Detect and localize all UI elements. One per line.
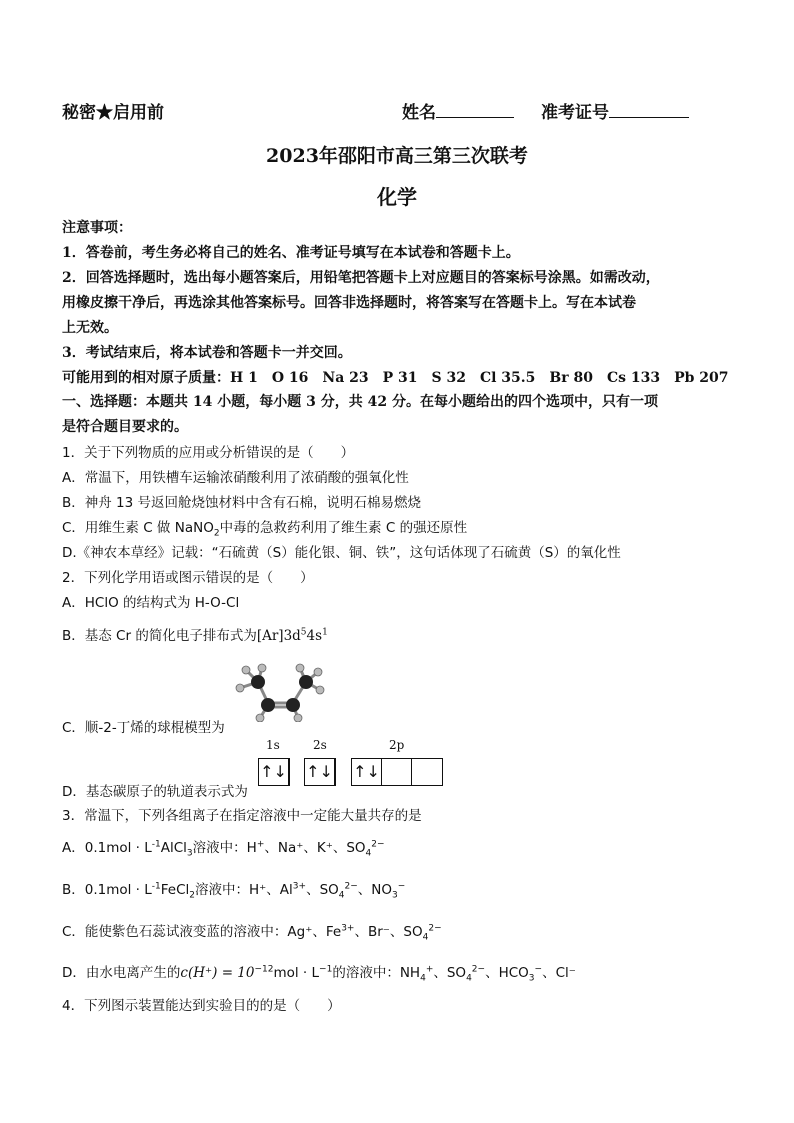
note-item-2-line-2: 用橡皮擦干净后，再选涂其他答案标号。回答非选择题时，将答案写在答题卡上。写在本试卷	[62, 295, 636, 311]
q1-c-text-2: 中毒的急救药利用了维生素 C 的强还原性	[219, 520, 468, 536]
orbital-label-2s: 2s	[313, 738, 327, 752]
q3-b-no3-sup: −	[397, 881, 406, 892]
q3-c-fe-sup: 3+	[341, 923, 355, 934]
q1-c-text-1: C．用维生素 C 做 NaNO	[62, 520, 214, 536]
q3-d-so4-sub: 4	[466, 973, 472, 984]
q2-b-config	[257, 628, 328, 644]
q3-d-end: 、HCO	[485, 965, 529, 981]
q3-d-exp: −12	[254, 964, 274, 975]
q3-b-al-sup: 3+	[292, 881, 307, 892]
q2-b-config-1: [Ar]3d	[256, 628, 301, 644]
q2-option-a: A．HClO 的结构式为 H-O-Cl	[62, 595, 240, 611]
q1-stem: 1．关于下列物质的应用或分析错误的是（ ）	[62, 445, 355, 461]
q3-c-so4-sup: 2−	[428, 923, 442, 934]
q3-b-so4-sup: 2−	[344, 881, 358, 892]
orbital-label-1s: 1s	[266, 738, 280, 752]
q3-d-ions: 、SO	[433, 965, 467, 981]
q2-b-sup-1: 5	[300, 627, 307, 638]
q2-option-c: C．顺-2-丁烯的球棍模型为	[62, 720, 225, 736]
q3-a-salt-sub: 3	[186, 848, 193, 859]
q3-b-salt-sub: 2	[189, 890, 196, 901]
q3-d-text: D．由水电离产生的	[62, 965, 181, 981]
orbital-2p-3-empty	[412, 759, 442, 785]
name-field	[402, 98, 514, 123]
q3-d-conc: c(H⁺) = 10	[180, 965, 255, 981]
orbital-2s-electrons: ↑↓	[305, 759, 335, 785]
section-1-instructions-line-2: 是符合题目要求的。	[62, 419, 188, 435]
exam-no-label: 准考证号	[541, 103, 609, 123]
q3-a-exp: -1	[151, 839, 161, 850]
q1-option-a: A．常温下，用铁槽车运输浓硝酸利用了浓硝酸的强氧化性	[62, 470, 409, 486]
note-item-1: 1．答卷前，考生务必将自己的姓名、准考证号填写在本试卷和答题卡上。	[62, 245, 520, 261]
q4-stem: 4．下列图示装置能达到实验目的的是（ ）	[62, 998, 341, 1014]
q3-a-salt: AlCl	[160, 840, 187, 856]
orbital-box-2s	[304, 758, 336, 786]
q3-b-ions: 、SO	[306, 882, 339, 898]
subject-title: 化学	[377, 185, 417, 209]
q3-c-mid: 、Br⁻、SO	[354, 924, 423, 940]
q1-option-b: B．神舟 13 号返回舱烧蚀材料中含有石棉，说明石棉易燃烧	[62, 495, 422, 511]
q1-option-c	[62, 516, 467, 539]
q2-stem: 2．下列化学用语或图示错误的是（ ）	[62, 570, 314, 586]
q3-d-hco3-sup: −	[534, 964, 543, 975]
name-blank	[436, 101, 514, 118]
q3-option-a	[62, 836, 385, 859]
q3-option-d	[62, 961, 576, 984]
exam-no-field	[541, 98, 689, 123]
note-item-2-line-3: 上无效。	[62, 320, 118, 336]
note-item-2-line-1: 2．回答选择题时，选出每小题答案后，用铅笔把答题卡上对应题目的答案标号涂黑。如需改动，	[62, 270, 660, 286]
q1-c-sub: 2	[213, 528, 220, 539]
q3-b-no3-sub: 3	[392, 890, 398, 901]
notes-heading: 注意事项：	[62, 220, 132, 236]
orbital-2p-2-empty	[382, 759, 412, 785]
cis-2-butene-ball-stick-model	[228, 660, 328, 722]
q3-b-so4-sub: 4	[338, 890, 345, 901]
orbital-2p-1-electrons: ↑↓	[352, 759, 382, 785]
orbital-box-2p	[351, 758, 443, 786]
note-item-3: 3．考试结束后，将本试卷和答题卡一并交回。	[62, 345, 352, 361]
orbital-label-2p: 2p	[389, 738, 405, 752]
orbital-box-1s	[258, 758, 290, 786]
name-label: 姓名	[402, 103, 436, 123]
q3-option-b	[62, 878, 405, 901]
q2-b-sup-2: 1	[322, 627, 328, 638]
confidential-mark: 秘密★启用前	[62, 103, 164, 123]
q3-option-c	[62, 920, 442, 943]
q3-b-mid: 溶液中：H⁺、Al	[195, 882, 293, 898]
q3-d-nh4-sub: 4	[420, 973, 426, 984]
q3-a-mid: 溶液中：H	[192, 840, 257, 856]
q3-stem: 3．常温下，下列各组离子在指定溶液中一定能大量共存的是	[62, 808, 422, 824]
q3-c-so4-sub: 4	[422, 932, 429, 943]
q3-b-exp: -1	[151, 881, 161, 892]
q3-b-salt: FeCl	[160, 882, 190, 898]
q3-d-hco3-sub: 3	[528, 973, 535, 984]
q3-d-unit: mol · L	[273, 965, 320, 981]
exam-no-blank	[609, 101, 689, 118]
q1-option-d: D.《神农本草经》记载：“石硫黄（S）能化银、铜、铁”，这句话体现了石硫黄（S）的氧化性	[62, 545, 621, 561]
q3-b-end: 、NO	[357, 882, 393, 898]
q3-a-so4-sub: 4	[365, 848, 372, 859]
atomic-masses: 可能用到的相对原子质量：H 1 O 16 Na 23 P 31 S 32 Cl 35.5 Br 80 Cs 133 Pb 207	[62, 370, 729, 386]
q2-b-text: B．基态 Cr 的简化电子排布式为	[62, 628, 257, 644]
section-1-instructions-line-1: 一、选择题：本题共 14 小题，每小题 3 分，共 42 分。在每小题给出的四个选项中，只有一项	[62, 394, 658, 410]
q3-d-cl: 、Cl⁻	[542, 965, 576, 981]
q2-option-d: D．基态碳原子的轨道表示式为	[62, 784, 248, 800]
q3-d-so4-sup: 2−	[471, 964, 486, 975]
q3-d-unit-exp: −1	[319, 964, 333, 975]
q3-a-ions: 、Na⁺、K⁺、SO	[264, 840, 366, 856]
q2-option-b	[62, 624, 328, 644]
q3-d-nh4-sup: +	[425, 964, 434, 975]
orbital-1s-electrons: ↑↓	[259, 759, 289, 785]
q3-b-conc: B．0.1mol · L	[62, 882, 152, 898]
q3-a-h-charge: +	[256, 839, 265, 850]
q2-b-config-2: 4s	[306, 628, 323, 644]
exam-title: 2023年邵阳市高三第三次联考	[266, 145, 528, 167]
q3-c-text: C．能使紫色石蕊试液变蓝的溶液中：Ag⁺、Fe	[62, 924, 342, 940]
q3-a-conc: A．0.1mol · L	[62, 840, 152, 856]
q3-a-so4-sup: 2−	[371, 839, 385, 850]
q3-d-mid: 的溶液中：NH	[332, 965, 421, 981]
